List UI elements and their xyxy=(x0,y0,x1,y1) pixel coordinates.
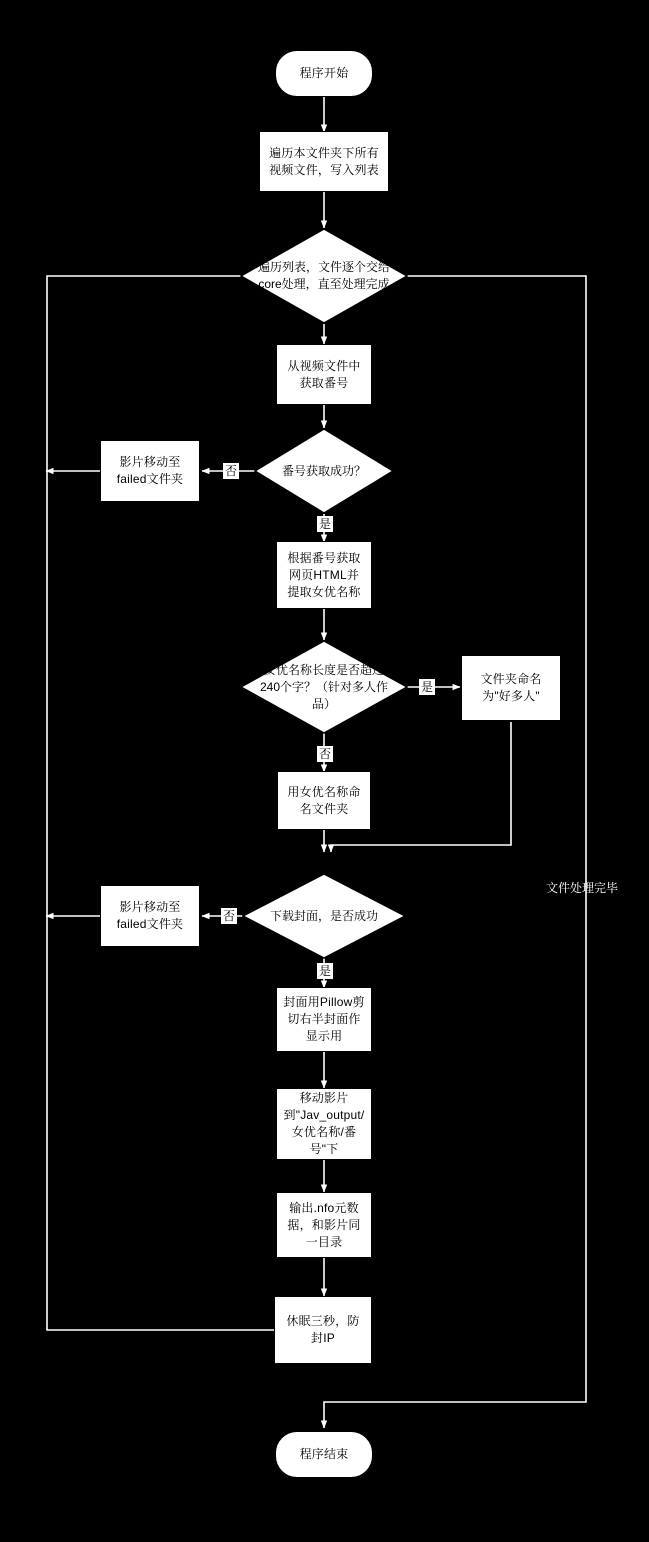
node-cover-download-decision xyxy=(242,873,406,959)
node-get-number xyxy=(276,344,372,405)
node-fetch-html xyxy=(276,541,372,609)
node-move-failed-1 xyxy=(100,440,200,502)
node-start xyxy=(275,50,373,97)
edge-label-toolong-yes: 是 xyxy=(421,680,434,694)
node-name-folder-label: 用女优名称命名文件夹 xyxy=(287,784,361,816)
edge-label-coverok-no: 否 xyxy=(223,909,236,923)
node-end xyxy=(275,1431,373,1478)
node-name-length-decision xyxy=(240,640,408,734)
node-loop-decision xyxy=(240,228,408,324)
node-move-failed-2-label: 影片移动至failed文件夹 xyxy=(116,900,184,931)
node-crop-cover-label: 封面用Pillow剪切右半封面作显示用 xyxy=(283,995,365,1043)
node-folder-many-people xyxy=(461,655,561,721)
note-process-complete: 文件处理完毕 xyxy=(546,881,619,895)
node-number-success-decision xyxy=(254,428,394,514)
node-write-nfo xyxy=(276,1192,372,1258)
node-move-output xyxy=(276,1088,372,1160)
edge-label-toolong-no: 否 xyxy=(319,747,332,761)
node-cover-download-decision-label: 下载封面，是否成功 xyxy=(269,908,378,923)
node-loop-decision-label: 遍历列表，文件逐个交给core处理，直至处理完成 xyxy=(257,260,390,291)
node-scan-videos-label: 遍历本文件夹下所有视频文件，写入列表 xyxy=(269,145,379,177)
node-sleep xyxy=(274,1296,372,1364)
edge-label-coverok-yes: 是 xyxy=(319,964,332,978)
edge-sleep-loop xyxy=(47,276,274,1330)
node-move-output-label: 移动影片到"Jav_output/女优名称/番号"下 xyxy=(283,1091,365,1156)
node-move-failed-2 xyxy=(100,885,200,947)
node-name-length-decision-label: 女优名称长度是否超过240个字？（针对多人作品） xyxy=(259,662,388,711)
node-name-folder xyxy=(277,771,371,830)
node-get-number-label: 从视频文件中获取番号 xyxy=(287,358,361,390)
node-number-success-decision-label: 番号获取成功？ xyxy=(281,463,366,478)
node-end-label: 程序结束 xyxy=(299,1447,349,1461)
node-sleep-label: 休眠三秒，防封IP xyxy=(286,1314,360,1345)
node-crop-cover xyxy=(276,987,372,1052)
edge-label-numok-yes: 是 xyxy=(319,517,332,531)
node-move-failed-1-label: 影片移动至failed文件夹 xyxy=(116,455,184,486)
node-start-label: 程序开始 xyxy=(299,66,349,80)
node-scan-videos xyxy=(259,131,389,192)
node-fetch-html-label: 根据番号获取网页HTML并提取女优名称 xyxy=(287,550,361,599)
node-write-nfo-label: 输出.nfo元数据，和影片同一目录 xyxy=(287,1200,361,1249)
edge-label-numok-no: 否 xyxy=(225,464,238,478)
node-folder-many-people-label: 文件夹命名为"好多人" xyxy=(480,672,542,703)
